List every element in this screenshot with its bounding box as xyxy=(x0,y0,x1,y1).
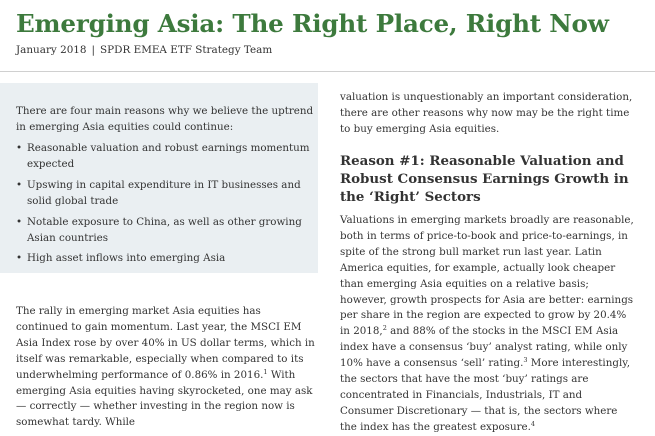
bullet-icon: • xyxy=(16,215,23,228)
publication-date: January 2018 xyxy=(16,44,87,56)
bullet-icon: • xyxy=(16,178,23,191)
list-item xyxy=(16,215,316,247)
list-item xyxy=(16,141,316,173)
header-divider xyxy=(0,71,655,72)
bullet-icon: • xyxy=(16,252,23,265)
list-item-text: Notable exposure to China, as well as other growing Asian countries xyxy=(27,215,302,244)
reason-1-text-part: Valuations in emerging markets broadly are reasonable, both in terms of price-to-book and price-to-earnings, in spite of the strong bull market run last year. Latin America equities, for example, actually look cheaper than emerging Asia equities on a relative basis; however, growth prospects for Asia are better: earnings per share in the region are expected to grow by 20.4% in 2018, xyxy=(340,214,634,338)
bullet-icon: • xyxy=(16,142,23,154)
reason-1-paragraph xyxy=(340,213,637,436)
footnote-ref-1[interactable]: 1 xyxy=(263,367,268,376)
intro-text-part: The rally in emerging market Asia equities has continued to gain momentum. Last year, the MSCI EM Asia Index rose by over 40% in US dollar terms, which in itself was remarkable, especially when compared to its underwhelming performance of 0.86% in 2016. xyxy=(16,305,315,381)
list-item xyxy=(16,178,316,210)
intro-paragraph xyxy=(16,304,316,431)
key-reasons-list xyxy=(16,141,316,272)
reason-1-text-part: and 88% of the stocks in the MSCI EM Asia index have a consensus ‘buy’ analyst rating, while only 10% have a consensus ‘sell’ rating. xyxy=(340,325,628,370)
intro-text-part: With emerging Asia equities having skyrocketed, one may ask — correctly — whether investing in the region now is somewhat tardy. While xyxy=(16,368,313,429)
list-item-text: High asset inflows into emerging Asia xyxy=(27,252,226,265)
section-heading-reason-1: Reason #1: Reasonable Valuation and Robust Consensus Earnings Growth in the ‘Right’ Sectors xyxy=(340,153,629,205)
reason-1-text-part: More interestingly, the sectors that have the most ‘buy’ ratings are concentrated in Financials, Industrials, IT and Consumer Discretionary — that is, the sectors where the index has the greatest exposure. xyxy=(340,357,630,433)
footnote-ref-3[interactable]: 3 xyxy=(523,356,528,365)
footnote-ref-4[interactable]: 4 xyxy=(530,419,536,428)
key-reasons-intro: There are four main reasons why we believe the uptrend in emerging Asia equities could continue: xyxy=(16,105,314,133)
list-item-text: Reasonable valuation and robust earnings momentum expected xyxy=(27,142,310,170)
continuation-paragraph: valuation is unquestionably an important consideration, there are other reasons why now may be the right time to buy emerging Asia equities. xyxy=(340,91,633,135)
list-item-text: Upswing in capital expenditure in IT businesses and solid global trade xyxy=(27,178,301,207)
page-title: Emerging Asia: The Right Place, Right Now xyxy=(16,9,609,38)
byline xyxy=(16,44,272,56)
byline-separator: | xyxy=(91,44,96,56)
list-item xyxy=(16,251,316,267)
footnote-ref-2[interactable]: 2 xyxy=(382,324,387,333)
author-team: SPDR EMEA ETF Strategy Team xyxy=(100,44,273,56)
